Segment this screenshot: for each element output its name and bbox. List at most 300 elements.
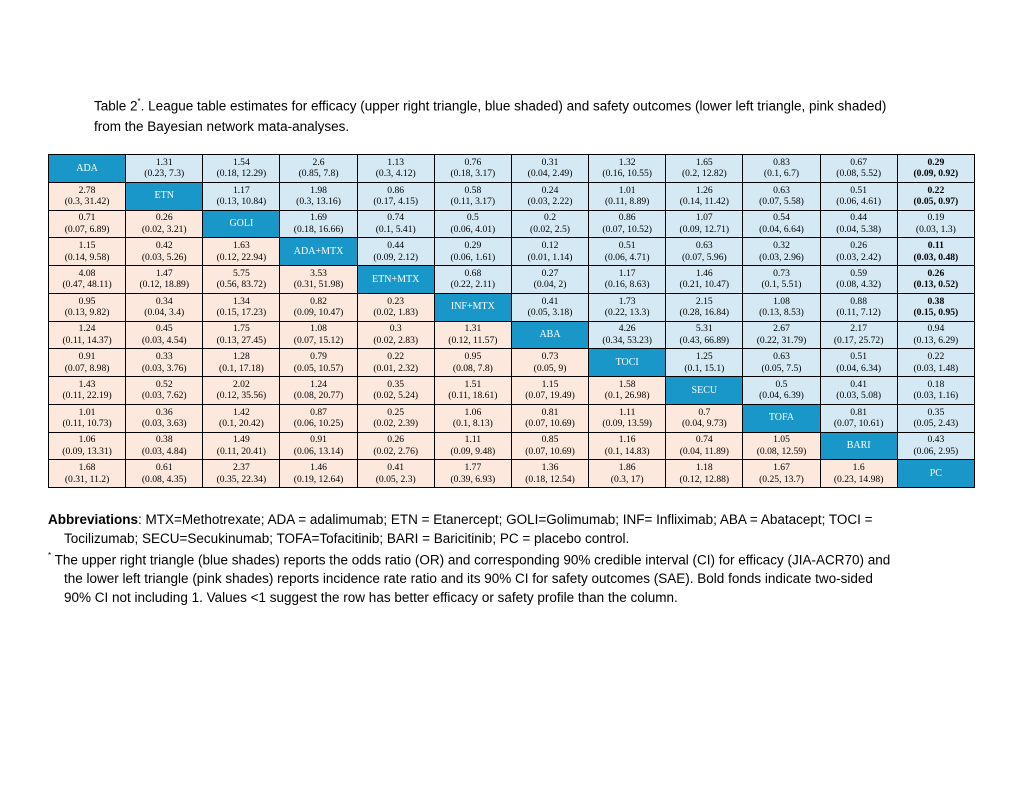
- treatment-label: ETN: [154, 190, 174, 202]
- credible-interval: (0.28, 16.84): [679, 307, 730, 319]
- safety-cell: [434, 349, 511, 377]
- credible-interval: (0.04, 6.39): [759, 390, 804, 402]
- estimate-value: 0.51: [850, 184, 868, 196]
- credible-interval: (0.3, 13.16): [296, 196, 341, 208]
- safety-cell: [203, 293, 280, 321]
- estimate-value: 0.73: [773, 267, 790, 279]
- table-row: [49, 321, 975, 349]
- safety-cell: [511, 377, 588, 405]
- diagonal-treatment-cell: [49, 155, 126, 183]
- credible-interval: (0.31, 11.2): [64, 473, 110, 485]
- credible-interval: (0.07, 10.52): [602, 223, 652, 235]
- safety-cell: [203, 321, 280, 349]
- efficacy-cell: [743, 238, 820, 266]
- safety-cell: [203, 377, 280, 405]
- safety-cell: [280, 293, 357, 321]
- credible-interval: (0.04, 11.89): [679, 445, 729, 457]
- efficacy-cell: [897, 432, 974, 460]
- estimate-value: 1.69: [310, 212, 327, 224]
- estimate-value: 1.15: [541, 378, 559, 390]
- credible-interval: (0.11, 18.61): [448, 390, 498, 402]
- credible-interval: (0.11, 8.89): [604, 196, 650, 208]
- estimate-value: 0.94: [927, 323, 945, 335]
- safety-cell: [49, 377, 126, 405]
- treatment-label: ETN+MTX: [372, 273, 420, 285]
- efficacy-cell: [666, 349, 743, 377]
- credible-interval: (0.13, 6.29): [913, 334, 959, 346]
- credible-interval: (0.09, 13.59): [602, 418, 652, 430]
- safety-cell: [203, 460, 280, 488]
- efficacy-cell: [743, 377, 820, 405]
- abbreviations-label: Abbreviations: [48, 512, 139, 527]
- credible-interval: (0.06, 13.14): [293, 445, 344, 457]
- efficacy-cell: [203, 182, 280, 210]
- credible-interval: (0.3, 31.42): [64, 196, 110, 208]
- estimate-value: 0.12: [541, 240, 559, 252]
- estimate-value: 1.42: [232, 406, 250, 418]
- estimate-value: 0.51: [618, 240, 636, 252]
- table-row: [49, 432, 975, 460]
- credible-interval: (0.04, 5.38): [836, 223, 882, 235]
- credible-interval: (0.07, 10.69): [525, 418, 575, 430]
- diagonal-treatment-cell: [203, 210, 280, 238]
- safety-cell: [49, 266, 126, 294]
- credible-interval: (0.07, 8.98): [64, 362, 110, 374]
- credible-interval: (0.07, 15.12): [293, 334, 344, 346]
- diagonal-treatment-cell: [897, 460, 974, 488]
- safety-cell: [280, 432, 357, 460]
- estimate-value: 1.07: [695, 212, 713, 224]
- safety-cell: [203, 432, 280, 460]
- credible-interval: (0.18, 16.66): [293, 223, 344, 235]
- efficacy-cell: [434, 182, 511, 210]
- credible-interval: (0.04, 2): [533, 279, 567, 291]
- efficacy-cell: [589, 210, 666, 238]
- efficacy-cell: [897, 293, 974, 321]
- credible-interval: (0.08, 4.32): [836, 279, 882, 291]
- credible-interval: (0.18, 12.54): [525, 473, 575, 485]
- estimate-value: 1.31: [464, 323, 482, 335]
- efficacy-cell: [743, 155, 820, 183]
- safety-cell: [743, 460, 820, 488]
- estimate-value: 1.68: [78, 462, 96, 474]
- efficacy-cell: [589, 182, 666, 210]
- efficacy-cell: [357, 155, 434, 183]
- credible-interval: (0.07, 5.96): [681, 251, 727, 263]
- credible-interval: (0.07, 10.61): [833, 418, 884, 430]
- credible-interval: (0.18, 12.29): [216, 168, 267, 180]
- efficacy-cell: [897, 210, 974, 238]
- efficacy-cell: [743, 349, 820, 377]
- efficacy-cell: [820, 349, 897, 377]
- safety-cell: [434, 321, 511, 349]
- safety-cell: [589, 460, 666, 488]
- credible-interval: (0.16, 8.63): [604, 279, 650, 291]
- estimate-value: 1.34: [232, 295, 250, 307]
- diagonal-treatment-cell: [743, 404, 820, 432]
- estimate-value: 2.17: [850, 323, 868, 335]
- estimate-value: 1.08: [310, 323, 327, 335]
- treatment-label: ADA: [76, 162, 98, 174]
- safety-cell: [511, 432, 588, 460]
- efficacy-cell: [897, 404, 974, 432]
- credible-interval: (0.04, 9.73): [681, 418, 727, 430]
- credible-interval: (0.13, 8.53): [759, 307, 804, 319]
- efficacy-cell: [897, 321, 974, 349]
- safety-cell: [589, 432, 666, 460]
- estimate-value: 1.67: [773, 462, 790, 474]
- estimate-value: 4.26: [618, 323, 636, 335]
- estimate-value: 0.5: [775, 378, 788, 390]
- treatment-label: ADA+MTX: [293, 245, 344, 257]
- caption-text: . League table estimates for efficacy (upper right triangle, blue shaded) and safety outcomes (lower left triangle, pink shaded) from the Bayesian network mata-analyses.: [94, 98, 887, 134]
- credible-interval: (0.1, 15.1): [684, 362, 725, 374]
- efficacy-cell: [820, 293, 897, 321]
- safety-cell: [126, 460, 203, 488]
- safety-cell: [126, 266, 203, 294]
- estimate-value: 1.17: [232, 184, 250, 196]
- efficacy-cell: [820, 404, 897, 432]
- credible-interval: (0.22, 31.79): [756, 334, 807, 346]
- credible-interval: (0.03, 5.26): [141, 251, 187, 263]
- credible-interval: (0.14, 11.42): [679, 196, 729, 208]
- credible-interval: (0.04, 6.64): [759, 223, 804, 235]
- credible-interval: (0.05, 3.18): [527, 307, 573, 319]
- estimate-value: 0.22: [927, 351, 945, 363]
- footnote-line-1: The upper right triangle (blue shades) reports the odds ratio (OR) and corresponding 90% credible interval (CI) for efficacy (JIA-ACR70) and: [51, 552, 891, 568]
- estimate-value: 2.67: [773, 323, 790, 335]
- credible-interval: (0.11, 10.73): [62, 418, 112, 430]
- estimate-value: 0.38: [155, 434, 173, 446]
- table-row: [49, 238, 975, 266]
- credible-interval: (0.08, 4.35): [141, 473, 187, 485]
- estimate-value: 0.82: [310, 295, 327, 307]
- estimate-value: 0.31: [541, 156, 559, 168]
- safety-cell: [511, 404, 588, 432]
- credible-interval: (0.23, 7.3): [144, 168, 185, 180]
- credible-interval: (0.23, 14.98): [833, 473, 884, 485]
- footnote: [48, 548, 978, 570]
- credible-interval: (0.09, 9.48): [450, 445, 496, 457]
- efficacy-cell: [434, 266, 511, 294]
- estimate-value: 0.59: [850, 267, 868, 279]
- efficacy-cell: [666, 293, 743, 321]
- safety-cell: [357, 377, 434, 405]
- league-table-body: [49, 155, 975, 488]
- safety-cell: [357, 293, 434, 321]
- estimate-value: 0.18: [927, 378, 945, 390]
- estimate-value: 0.19: [927, 212, 945, 224]
- credible-interval: (0.12, 11.57): [448, 334, 498, 346]
- credible-interval: (0.22, 13.3): [604, 307, 650, 319]
- efficacy-cell: [820, 377, 897, 405]
- estimate-value: 1.13: [387, 156, 405, 168]
- efficacy-cell: [666, 155, 743, 183]
- safety-cell: [511, 349, 588, 377]
- credible-interval: (0.04, 2.49): [527, 168, 573, 180]
- diagonal-treatment-cell: [434, 293, 511, 321]
- efficacy-cell: [511, 266, 588, 294]
- efficacy-cell: [203, 155, 280, 183]
- credible-interval: (0.02, 2.5): [530, 223, 570, 235]
- safety-cell: [203, 404, 280, 432]
- credible-interval: (0.03, 2.42): [836, 251, 882, 263]
- credible-interval: (0.11, 20.41): [216, 445, 266, 457]
- credible-interval: (0.12, 18.89): [139, 279, 190, 291]
- estimate-value: 1.46: [310, 462, 327, 474]
- credible-interval: (0.1, 8.13): [452, 418, 493, 430]
- estimate-value: 0.88: [850, 295, 868, 307]
- efficacy-cell: [511, 155, 588, 183]
- estimate-value: 0.68: [464, 267, 482, 279]
- estimate-value: 2.02: [232, 378, 250, 390]
- diagonal-treatment-cell: [820, 432, 897, 460]
- estimate-value: 0.11: [927, 240, 944, 252]
- credible-interval: (0.31, 51.98): [293, 279, 344, 291]
- treatment-label: PC: [929, 467, 942, 479]
- credible-interval: (0.43, 66.89): [679, 334, 730, 346]
- safety-cell: [126, 238, 203, 266]
- efficacy-cell: [666, 266, 743, 294]
- credible-interval: (0.02, 2.83): [373, 334, 419, 346]
- estimate-value: 0.44: [387, 240, 405, 252]
- credible-interval: (0.02, 2.39): [373, 418, 419, 430]
- credible-interval: (0.56, 83.72): [216, 279, 267, 291]
- efficacy-cell: [589, 266, 666, 294]
- footnote-line-2: the lower left triangle (pink shades) reports incidence rate ratio and its 90% CI for safety outcomes (SAE). Bold fonds indicate two-sided: [64, 571, 873, 586]
- estimate-value: 0.34: [155, 295, 173, 307]
- estimate-value: 0.44: [850, 212, 868, 224]
- estimate-value: 0.54: [773, 212, 790, 224]
- credible-interval: (0.09, 10.47): [293, 307, 344, 319]
- treatment-label: TOFA: [768, 412, 795, 424]
- credible-interval: (0.03, 1.3): [915, 223, 956, 235]
- table-row: [49, 293, 975, 321]
- efficacy-cell: [589, 293, 666, 321]
- credible-interval: (0.03, 0.48): [913, 251, 959, 263]
- table-row: [49, 155, 975, 183]
- credible-interval: (0.04, 6.34): [836, 362, 882, 374]
- credible-interval: (0.05, 2.43): [913, 418, 959, 430]
- efficacy-cell: [820, 210, 897, 238]
- estimate-value: 1.26: [695, 184, 713, 196]
- treatment-label: BARI: [846, 440, 871, 452]
- estimate-value: 0.95: [78, 295, 96, 307]
- estimate-value: 1.36: [541, 462, 559, 474]
- credible-interval: (0.17, 25.72): [833, 334, 884, 346]
- estimate-value: 0.81: [850, 406, 868, 418]
- safety-cell: [49, 210, 126, 238]
- safety-cell: [280, 460, 357, 488]
- estimate-value: 1.58: [618, 378, 636, 390]
- estimate-value: 0.5: [466, 212, 479, 224]
- credible-interval: (0.08, 7.8): [452, 362, 493, 374]
- credible-interval: (0.03, 4.84): [141, 445, 187, 457]
- efficacy-cell: [511, 238, 588, 266]
- credible-interval: (0.18, 3.17): [450, 168, 496, 180]
- safety-cell: [357, 349, 434, 377]
- efficacy-cell: [820, 155, 897, 183]
- table-row: [49, 210, 975, 238]
- credible-interval: (0.05, 0.97): [913, 196, 959, 208]
- estimate-value: 1.63: [232, 240, 250, 252]
- estimate-value: 0.41: [387, 462, 405, 474]
- credible-interval: (0.3, 17): [610, 473, 644, 485]
- credible-interval: (0.07, 10.69): [525, 445, 575, 457]
- credible-interval: (0.08, 20.77): [293, 390, 344, 402]
- table-row: [49, 349, 975, 377]
- credible-interval: (0.02, 2.76): [373, 445, 419, 457]
- estimate-value: 0.86: [618, 212, 636, 224]
- credible-interval: (0.47, 48.11): [62, 279, 112, 291]
- credible-interval: (0.12, 22.94): [216, 251, 267, 263]
- estimate-value: 2.15: [695, 295, 713, 307]
- credible-interval: (0.03, 2.96): [759, 251, 804, 263]
- credible-interval: (0.13, 27.45): [216, 334, 267, 346]
- estimate-value: 4.08: [78, 267, 96, 279]
- efficacy-cell: [434, 155, 511, 183]
- credible-interval: (0.21, 10.47): [679, 279, 730, 291]
- credible-interval: (0.05, 2.3): [375, 473, 416, 485]
- safety-cell: [49, 460, 126, 488]
- estimate-value: 0.38: [927, 295, 945, 307]
- estimate-value: 1.08: [773, 295, 790, 307]
- safety-cell: [434, 404, 511, 432]
- estimate-value: 1.43: [78, 378, 96, 390]
- estimate-value: 0.91: [78, 351, 96, 363]
- estimate-value: 0.71: [78, 212, 96, 224]
- credible-interval: (0.09, 2.12): [373, 251, 419, 263]
- credible-interval: (0.02, 3.21): [141, 223, 187, 235]
- efficacy-cell: [820, 238, 897, 266]
- credible-interval: (0.19, 12.64): [293, 473, 344, 485]
- estimate-value: 0.22: [927, 184, 945, 196]
- estimate-value: 0.7: [698, 406, 711, 418]
- credible-interval: (0.39, 6.93): [450, 473, 496, 485]
- credible-interval: (0.2, 12.82): [681, 168, 727, 180]
- credible-interval: (0.11, 7.12): [836, 307, 881, 319]
- estimate-value: 0.74: [695, 434, 713, 446]
- safety-cell: [126, 377, 203, 405]
- abbreviations-line-2: Tocilizumab; SECU=Secukinumab; TOFA=Tofacitinib; BARI = Baricitinib; PC = placebo control.: [64, 530, 630, 546]
- safety-cell: [280, 321, 357, 349]
- diagonal-treatment-cell: [126, 182, 203, 210]
- credible-interval: (0.11, 14.37): [62, 334, 112, 346]
- credible-interval: (0.06, 1.61): [450, 251, 496, 263]
- efficacy-cell: [820, 266, 897, 294]
- credible-interval: (0.35, 22.34): [216, 473, 267, 485]
- efficacy-cell: [589, 238, 666, 266]
- treatment-label: SECU: [691, 384, 718, 396]
- efficacy-cell: [357, 210, 434, 238]
- estimate-value: 1.86: [618, 462, 636, 474]
- safety-cell: [589, 377, 666, 405]
- table-row: [49, 377, 975, 405]
- estimate-value: 1.98: [310, 184, 327, 196]
- credible-interval: (0.03, 2.22): [527, 196, 573, 208]
- efficacy-cell: [280, 155, 357, 183]
- estimate-value: 0.43: [927, 434, 945, 446]
- credible-interval: (0.03, 1.48): [913, 362, 959, 374]
- league-table: [48, 154, 975, 488]
- estimate-value: 2.37: [232, 462, 250, 474]
- credible-interval: (0.03, 1.16): [913, 390, 959, 402]
- estimate-value: 0.26: [850, 240, 868, 252]
- credible-interval: (0.14, 9.58): [64, 251, 110, 263]
- treatment-label: INF+MTX: [450, 301, 495, 313]
- estimate-value: 1.49: [232, 434, 250, 446]
- efficacy-cell: [743, 266, 820, 294]
- efficacy-cell: [666, 210, 743, 238]
- efficacy-cell: [666, 238, 743, 266]
- efficacy-cell: [511, 210, 588, 238]
- footnote-line-3: 90% CI not including 1. Values <1 suggest the row has better efficacy or safety profile than the column.: [64, 589, 678, 605]
- estimate-value: 0.33: [155, 351, 173, 363]
- credible-interval: (0.22, 2.11): [450, 279, 496, 291]
- safety-cell: [743, 432, 820, 460]
- safety-cell: [357, 432, 434, 460]
- safety-cell: [434, 432, 511, 460]
- safety-cell: [280, 349, 357, 377]
- credible-interval: (0.11, 3.17): [450, 196, 496, 208]
- credible-interval: (0.08, 5.52): [836, 168, 882, 180]
- estimate-value: 1.77: [464, 462, 482, 474]
- estimate-value: 0.83: [773, 156, 790, 168]
- efficacy-cell: [666, 182, 743, 210]
- credible-interval: (0.06, 4.61): [836, 196, 882, 208]
- efficacy-cell: [434, 210, 511, 238]
- efficacy-cell: [897, 266, 974, 294]
- efficacy-cell: [434, 238, 511, 266]
- credible-interval: (0.09, 12.71): [679, 223, 730, 235]
- estimate-value: 0.81: [541, 406, 559, 418]
- safety-cell: [434, 377, 511, 405]
- estimate-value: 1.06: [464, 406, 482, 418]
- safety-cell: [357, 404, 434, 432]
- efficacy-cell: [820, 182, 897, 210]
- table-row: [49, 182, 975, 210]
- credible-interval: (0.11, 22.19): [62, 390, 112, 402]
- estimate-value: 2.78: [78, 184, 96, 196]
- estimate-value: 1.32: [618, 156, 636, 168]
- credible-interval: (0.1, 26.98): [604, 390, 650, 402]
- credible-interval: (0.06, 2.95): [913, 445, 959, 457]
- efficacy-cell: [743, 293, 820, 321]
- safety-cell: [511, 460, 588, 488]
- estimate-value: 0.23: [387, 295, 405, 307]
- credible-interval: (0.1, 14.83): [604, 445, 650, 457]
- estimate-value: 1.6: [852, 462, 865, 474]
- efficacy-cell: [126, 155, 203, 183]
- credible-interval: (0.34, 53.23): [602, 334, 652, 346]
- estimate-value: 0.76: [464, 156, 482, 168]
- estimate-value: 0.41: [850, 378, 868, 390]
- treatment-label: ABA: [539, 329, 561, 341]
- estimate-value: 0.26: [387, 434, 405, 446]
- abbreviations-line-1: : MTX=Methotrexate; ADA = adalimumab; ETN = Etanercept; GOLI=Golimumab; INF= Infliximab; ABA = Abatacept; TOCI =: [138, 512, 873, 527]
- estimate-value: 0.2: [544, 212, 557, 224]
- credible-interval: (0.08, 12.59): [756, 445, 807, 457]
- table-caption: [94, 93, 914, 137]
- credible-interval: (0.17, 4.15): [373, 196, 419, 208]
- estimate-value: 1.31: [155, 156, 173, 168]
- efficacy-cell: [820, 321, 897, 349]
- safety-cell: [280, 266, 357, 294]
- credible-interval: (0.15, 17.23): [216, 307, 267, 319]
- estimate-value: 1.65: [695, 156, 713, 168]
- credible-interval: (0.25, 13.7): [759, 473, 804, 485]
- estimate-value: 1.11: [464, 434, 482, 446]
